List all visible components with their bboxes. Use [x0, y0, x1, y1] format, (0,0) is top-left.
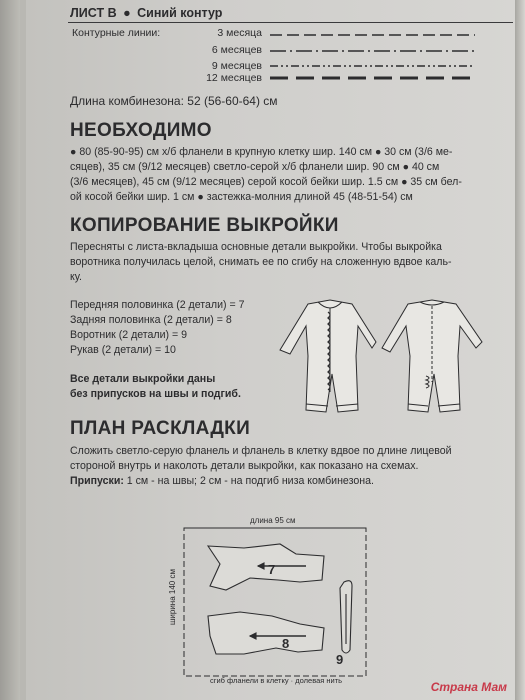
width-label: ширина 140 см — [168, 569, 177, 625]
part-item: Воротник (2 детали) = 9 — [70, 329, 188, 341]
header-rule — [68, 22, 513, 23]
required-line: (3/6 месяцев), 45 см (9/12 месяцев) серой косой бейки шир. 1.5 см ● 35 см бел- — [70, 176, 462, 188]
part-item: Передняя половинка (2 детали) = 7 — [70, 299, 245, 311]
allowance-line — [70, 474, 495, 489]
size-6-label: 6 месяцев — [211, 44, 262, 56]
page-edge-left — [0, 0, 20, 700]
sheet-label: ЛИСТ В — [70, 6, 117, 20]
copying-title: КОПИРОВАНИЕ ВЫКРОЙКИ — [70, 215, 339, 236]
parts-list — [70, 298, 290, 358]
layout-title: ПЛАН РАСКЛАДКИ — [70, 418, 251, 439]
allowance-text: 1 см - на швы; 2 см - на подгиб низа комбинезона. — [123, 475, 374, 487]
bullet: ● — [123, 6, 131, 20]
contour-line-samples — [270, 28, 485, 88]
size-12-label: 12 месяцев — [206, 72, 262, 84]
length-label: длина 95 см — [250, 516, 296, 525]
page-edge-right — [515, 0, 525, 700]
sheet-header — [70, 6, 513, 20]
layout-diagram — [180, 524, 370, 680]
length-line: Длина комбинезона: 52 (56-60-64) см — [70, 94, 278, 108]
contour-lines-label: Контурные линии: — [72, 27, 161, 39]
size-3-label: 3 месяца — [217, 27, 262, 39]
required-line: сяцев), 35 см (9/12 месяцев) светло-серой х/б фланели шир. 90 см ● 40 см — [70, 161, 440, 173]
layout-text — [70, 444, 495, 489]
piece-9 — [340, 581, 352, 653]
copying-line: Пересняты с листа-вкладыша основные детали выкройки. Чтобы выкройка — [70, 241, 442, 253]
required-title: НЕОБХОДИМО — [70, 120, 212, 141]
required-line: ой косой бейки шир. 1 см ● застежка-молния длиной 45 (48-51-54) см — [70, 191, 413, 203]
allowance-label: Припуски: — [70, 475, 124, 487]
jumpsuit-sketches — [272, 292, 492, 417]
copying-note — [70, 372, 270, 402]
required-line: ● 80 (85-90-95) см х/б фланели в крупную клетку шир. 140 см ● 30 см (3/6 ме- — [70, 146, 453, 158]
copying-line: ку. — [70, 271, 82, 283]
part-item: Задняя половинка (2 детали) = 8 — [70, 314, 232, 326]
contour-label: Синий контур — [137, 6, 223, 20]
fold-label: сгиб фланели в клетку · долевая нить — [210, 676, 343, 685]
layout-line: стороной внутрь и наколоть детали выкройки, как показано на схемах. — [70, 460, 419, 472]
layout-line: Сложить светло-серую фланель и фланель в клетку вдвое по длине лицевой — [70, 445, 452, 457]
part-item: Рукав (2 детали) = 10 — [70, 344, 176, 356]
front-view — [280, 300, 376, 412]
piece-9-number: 9 — [336, 652, 344, 667]
watermark-logo: Страна Мам — [430, 680, 507, 694]
copying-line: воротника получилась целой, снимать ее по сгибу на сложенную вдвое каль- — [70, 256, 452, 268]
note-line: Все детали выкройки даны — [70, 373, 216, 385]
size-9-label: 9 месяцев — [211, 60, 262, 72]
required-text — [70, 145, 495, 205]
piece-8 — [208, 612, 324, 654]
piece-7 — [208, 544, 324, 590]
note-line: без припусков на швы и подгиб. — [70, 388, 241, 400]
back-view — [382, 300, 482, 412]
piece-8-number: 8 — [282, 636, 290, 651]
copying-text — [70, 240, 495, 285]
piece-7-number: 7 — [268, 562, 276, 577]
